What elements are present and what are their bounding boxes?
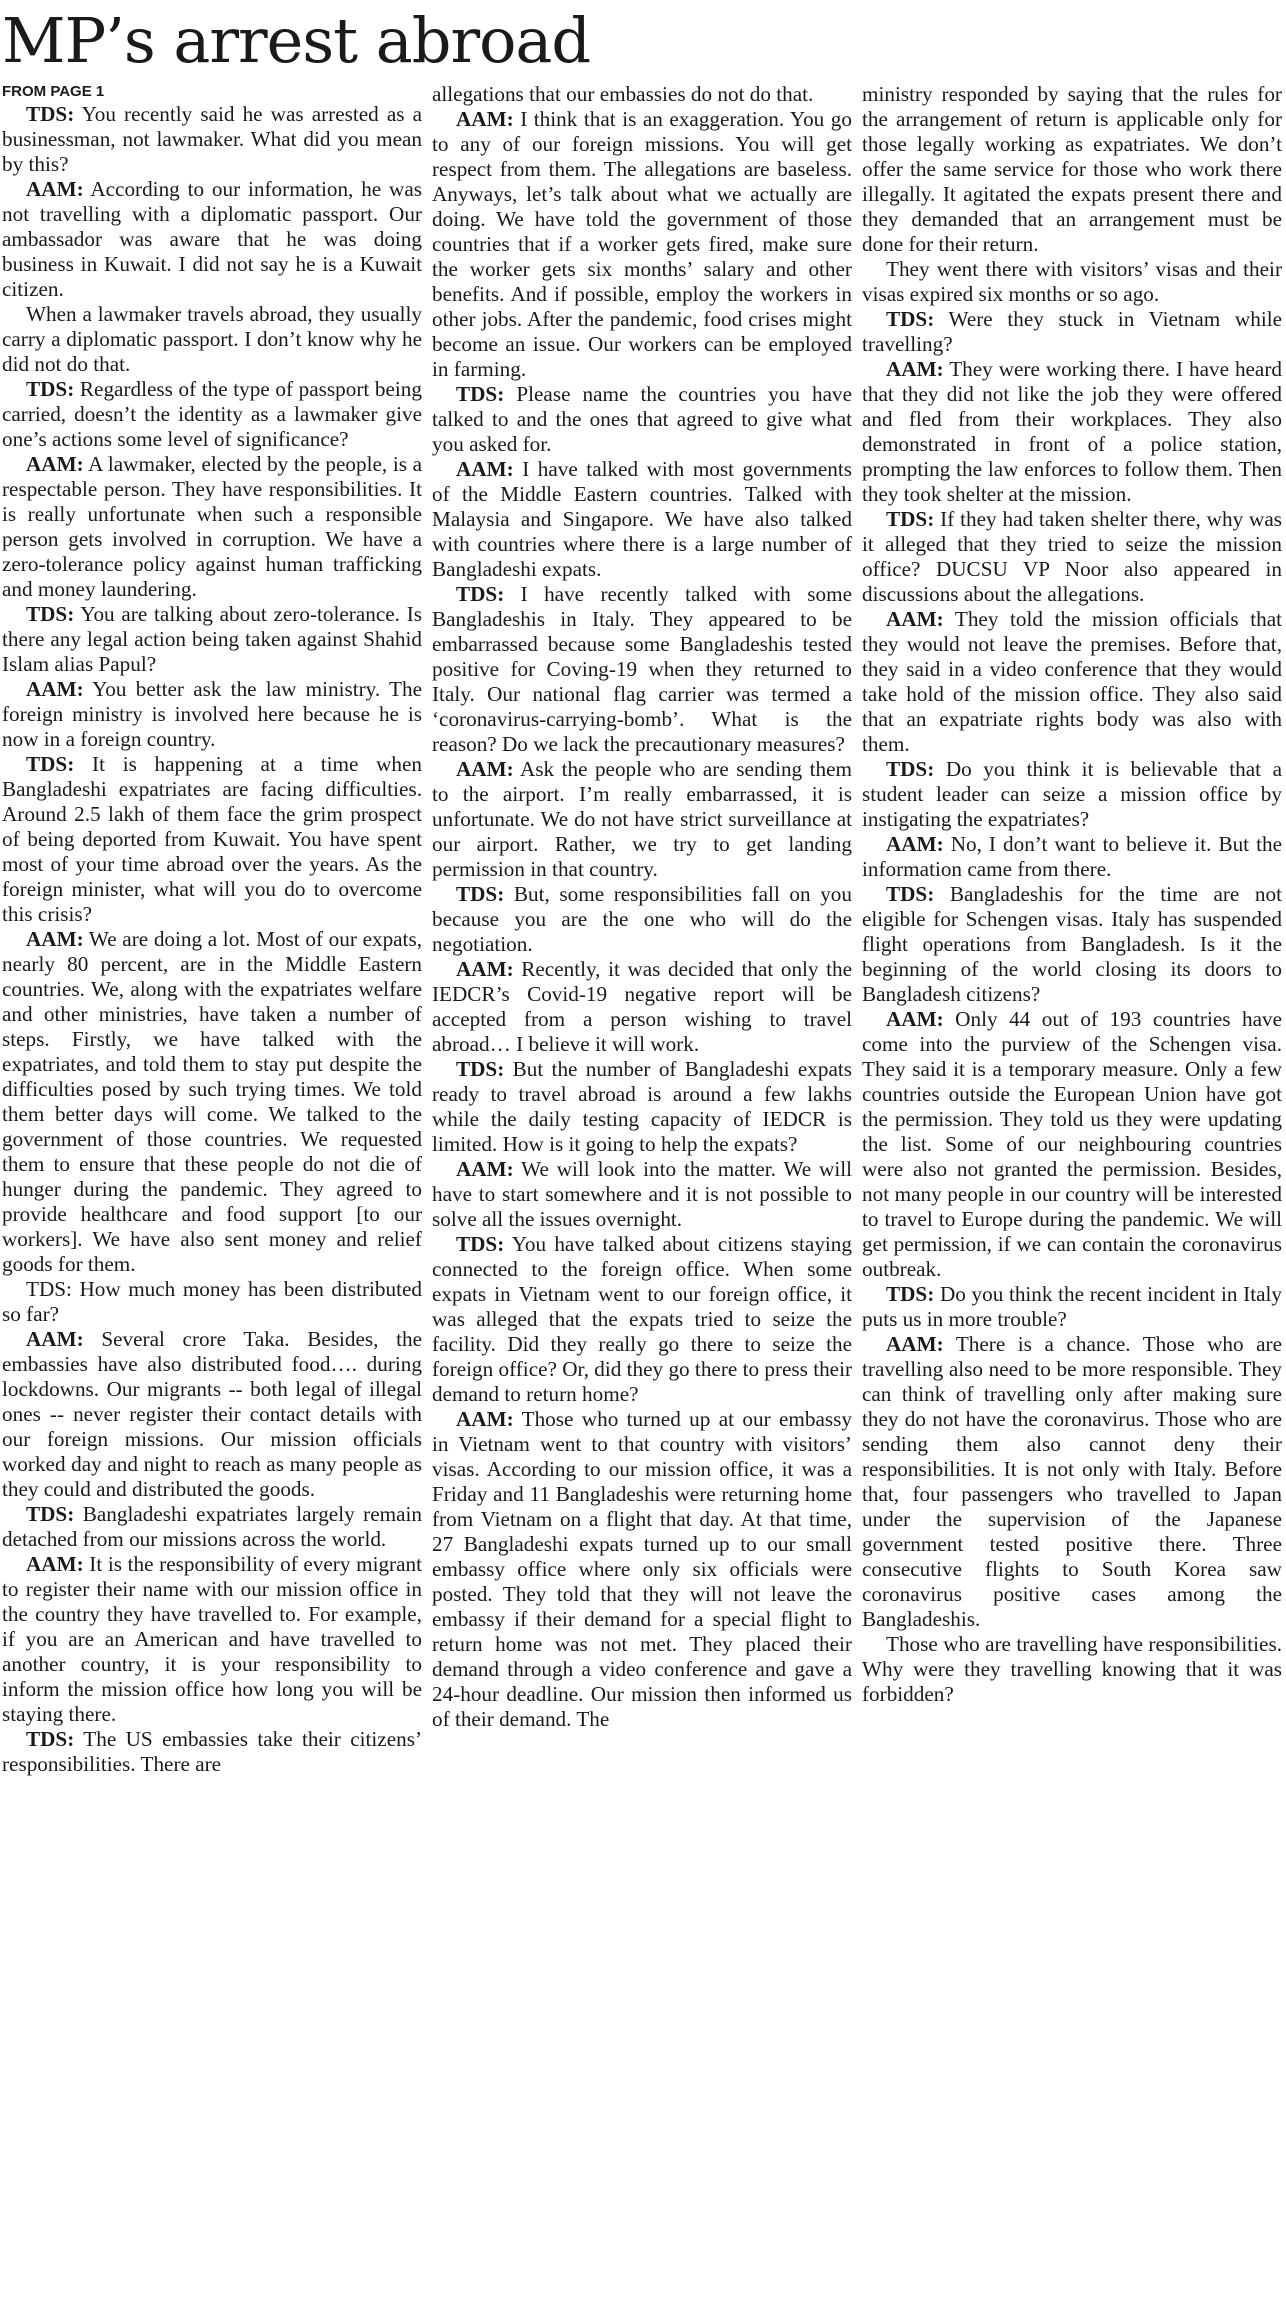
paragraph-text: You have talked about citizens staying connected to the foreign office. When some expats in Vietnam went to our foreign office, it was alleged that the expats tried to seize the facility. Did they really go there to seize the foreign office? Or, did they go there to press their demand to return home? — [432, 1232, 852, 1406]
paragraph — [862, 82, 1282, 257]
paragraph — [2, 1327, 422, 1502]
paragraph — [862, 307, 1282, 357]
paragraph-text: Those who are travelling have responsibilities. Why were they travelling knowing that it was forbidden? — [862, 1632, 1282, 1706]
paragraph-text: It is happening at a time when Bangladeshi expatriates are facing difficulties. Around 2.5 lakh of them face the grim prospect of being deported from Kuwait. You have spent most of your time abroad over the years. As the foreign minister, what will you do to overcome this crisis? — [2, 752, 422, 926]
paragraph — [432, 1057, 852, 1157]
paragraph — [862, 832, 1282, 882]
paragraph — [2, 752, 422, 927]
paragraph — [862, 257, 1282, 307]
speaker-label: TDS: — [26, 1727, 75, 1751]
speaker-label: AAM: — [456, 457, 514, 481]
speaker-label: AAM: — [26, 177, 84, 201]
paragraph-text: Bangladeshis for the time are not eligible for Schengen visas. Italy has suspended flight operations from Bangladesh. Is it the beginning of the world closing its doors to Bangladesh citizens? — [862, 882, 1282, 1006]
speaker-label: TDS: — [26, 1502, 75, 1526]
speaker-label: TDS: — [456, 882, 505, 906]
paragraph — [2, 1277, 422, 1327]
paragraph — [2, 302, 422, 377]
paragraph-text: Those who turned up at our embassy in Vietnam went to that country with visitors’ visas. According to our mission office, it was a Friday and 11 Bangladeshis were returning home from Vietnam on a flight that day. At that time, 27 Bangladeshi expats turned up to our small embassy office where only six officials were posted. They told that they will not leave the embassy if their demand for a special flight to return home was not met. They placed their demand through a video conference and gave a 24-hour deadline. Our mission then informed us of their demand. The — [432, 1407, 852, 1731]
paragraph — [432, 582, 852, 757]
speaker-label: TDS: — [886, 757, 935, 781]
paragraph — [432, 1407, 852, 1732]
headline: MP’s arrest abroad — [2, 4, 591, 77]
paragraph — [862, 1332, 1282, 1632]
paragraph-text: They were working there. I have heard that they did not like the job they were offered and fled from their workplaces. They also demonstrated in front of a police station, prompting the law enforces to follow them. Then they took shelter at the mission. — [862, 357, 1282, 506]
speaker-label: TDS: — [26, 602, 75, 626]
paragraph-text: Only 44 out of 193 countries have come into the purview of the Schengen visa. They said it is a temporary measure. Only a few countries outside the European Union have got the permission. They told us they were updating the list. Some of our neighbouring countries were also not granted the permission. Besides, not many people in our country will be interested to travel to Europe during the pandemic. We will get permission, if we can contain the coronavirus outbreak. — [862, 1007, 1282, 1281]
paragraph-text: Were they stuck in Vietnam while travelling? — [862, 307, 1282, 356]
paragraph — [432, 382, 852, 457]
speaker-label: AAM: — [26, 677, 84, 701]
paragraph — [432, 82, 852, 107]
paragraph-text: Regardless of the type of passport being carried, doesn’t the identity as a lawmaker give one’s actions some level of significance? — [2, 377, 422, 451]
speaker-label: AAM: — [26, 452, 84, 476]
paragraph — [862, 507, 1282, 607]
paragraph — [862, 1632, 1282, 1707]
speaker-label: TDS: — [26, 752, 75, 776]
paragraph — [2, 452, 422, 602]
paragraph-text: TDS: How much money has been distributed so far? — [2, 1277, 422, 1326]
paragraph — [862, 357, 1282, 507]
paragraph-text: Please name the countries you have talked to and the ones that agreed to give what you asked for. — [432, 382, 852, 456]
kicker: FROM PAGE 1 — [2, 83, 105, 100]
paragraph-text: The US embassies take their citizens’ responsibilities. There are — [2, 1727, 422, 1776]
speaker-label: TDS: — [886, 1282, 935, 1306]
paragraph — [432, 957, 852, 1057]
paragraph-text: allegations that our embassies do not do that. — [432, 82, 814, 106]
speaker-label: AAM: — [886, 832, 944, 856]
paragraph-text: According to our information, he was not travelling with a diplomatic passport. Our ambassador was aware that he was doing business in Kuwait. I did not say he is a Kuwait citizen. — [2, 177, 422, 301]
speaker-label: TDS: — [886, 882, 935, 906]
speaker-label: AAM: — [886, 607, 944, 631]
paragraph-text: You better ask the law ministry. The foreign ministry is involved here because he is now in a foreign country. — [2, 677, 422, 751]
paragraph — [862, 882, 1282, 1007]
paragraph-text: Recently, it was decided that only the IEDCR’s Covid-19 negative report will be accepted from a person wishing to travel abroad… I believe it will work. — [432, 957, 852, 1056]
paragraph — [2, 177, 422, 302]
column-1 — [2, 82, 422, 2312]
paragraph-text: Bangladeshi expatriates largely remain detached from our missions across the world. — [2, 1502, 422, 1551]
speaker-label: TDS: — [456, 382, 505, 406]
speaker-label: AAM: — [26, 927, 84, 951]
speaker-label: TDS: — [886, 307, 935, 331]
speaker-label: AAM: — [456, 1407, 514, 1431]
paragraph — [2, 602, 422, 677]
paragraph — [432, 457, 852, 582]
speaker-label: AAM: — [26, 1327, 84, 1351]
paragraph — [432, 757, 852, 882]
paragraph — [862, 1007, 1282, 1282]
article-columns — [2, 82, 1282, 2312]
paragraph — [2, 927, 422, 1277]
paragraph — [432, 107, 852, 382]
paragraph-text: They told the mission officials that they would not leave the premises. Before that, they said in a video conference that they would take hold of the mission office. They also said that an expatriate rights body was also with them. — [862, 607, 1282, 756]
speaker-label: TDS: — [26, 377, 75, 401]
paragraph-text: Ask the people who are sending them to the airport. I’m really embarrassed, it is unfortunate. We do not have strict surveillance at our airport. Rather, we try to get landing permission in that country. — [432, 757, 852, 881]
paragraph — [862, 1282, 1282, 1332]
paragraph-text: A lawmaker, elected by the people, is a respectable person. They have responsibilities. It is really unfortunate when such a responsible person gets involved in corruption. We have a zero-tolerance policy against human trafficking and money laundering. — [2, 452, 422, 601]
paragraph-text: If they had taken shelter there, why was it alleged that they tried to seize the mission office? DUCSU VP Noor also appeared in discussions about the allegations. — [862, 507, 1282, 606]
paragraph — [432, 1157, 852, 1232]
paragraph — [2, 102, 422, 177]
paragraph — [432, 882, 852, 957]
paragraph-text: You recently said he was arrested as a businessman, not lawmaker. What did you mean by this? — [2, 102, 422, 176]
paragraph-text: But, some responsibilities fall on you because you are the one who will do the negotiation. — [432, 882, 852, 956]
paragraph-text: Do you think the recent incident in Italy puts us in more trouble? — [862, 1282, 1282, 1331]
speaker-label: TDS: — [456, 582, 505, 606]
paragraph-text: Do you think it is believable that a student leader can seize a mission office by instigating the expatriates? — [862, 757, 1282, 831]
paragraph-text: We are doing a lot. Most of our expats, nearly 80 percent, are in the Middle Eastern countries. We, along with the expatriates welfare and other ministries, have taken a number of steps. Firstly, we have talked with the expatriates, and told them to stay put despite the difficulties posed by such trying times. We told them better days will come. We talked to the government of those countries. We requested them to ensure that these people do not die of hunger during the pandemic. They agreed to provide healthcare and food support [to our workers]. We have also sent money and relief goods for them. — [2, 927, 422, 1276]
paragraph-text: You are talking about zero-tolerance. Is there any legal action being taken against Shahid Islam alias Papul? — [2, 602, 422, 676]
paragraph — [862, 757, 1282, 832]
speaker-label: TDS: — [456, 1232, 505, 1256]
paragraph-text: ministry responded by saying that the rules for the arrangement of return is applicable only for those legally working as expatriates. We don’t offer the same service for those who work there illegally. It agitated the expats present there and they demanded that an arrangement must be done for their return. — [862, 82, 1282, 256]
paragraph-text: When a lawmaker travels abroad, they usually carry a diplomatic passport. I don’t know why he did not do that. — [2, 302, 422, 376]
paragraph — [2, 1727, 422, 1777]
paragraph-text: Several crore Taka. Besides, the embassies have also distributed food…. during lockdowns. Our migrants -- both legal of illegal ones -- never register their contact details with our foreign missions. Our mission officials worked day and night to reach as many people as they could and distributed the goods. — [2, 1327, 422, 1501]
paragraph — [2, 377, 422, 452]
speaker-label: AAM: — [26, 1552, 84, 1576]
paragraph-text: We will look into the matter. We will have to start somewhere and it is not possible to solve all the issues overnight. — [432, 1157, 852, 1231]
paragraph-text: I think that is an exaggeration. You go to any of our foreign missions. You will get respect from them. The allegations are baseless. Anyways, let’s talk about what we actually are doing. We have told the government of those countries that if a worker gets fired, make sure the worker gets six months’ salary and other benefits. And if possible, employ the workers in other jobs. After the pandemic, food crises might become an issue. Our workers can be employed in farming. — [432, 107, 852, 381]
paragraph-text: I have talked with most governments of the Middle Eastern countries. Talked with Malaysia and Singapore. We have also talked with countries where there is a large number of Bangladeshi expats. — [432, 457, 852, 581]
speaker-label: AAM: — [886, 357, 944, 381]
paragraph-text: It is the responsibility of every migrant to register their name with our mission office in the country they have travelled to. For example, if you are an American and have travelled to another country, it is your responsibility to inform the mission office how long you will be staying there. — [2, 1552, 422, 1726]
paragraph — [2, 1502, 422, 1552]
paragraph — [2, 1552, 422, 1727]
speaker-label: AAM: — [886, 1332, 944, 1356]
paragraph — [2, 677, 422, 752]
paragraph-text: But the number of Bangladeshi expats ready to travel abroad is around a few lakhs while the daily testing capacity of IEDCR is limited. How is it going to help the expats? — [432, 1057, 852, 1156]
paragraph — [862, 607, 1282, 757]
speaker-label: AAM: — [456, 1157, 514, 1181]
column-2 — [432, 82, 852, 2312]
paragraph-text: No, I don’t want to believe it. But the information came from there. — [862, 832, 1282, 881]
paragraph-text: They went there with visitors’ visas and their visas expired six months or so ago. — [862, 257, 1282, 306]
paragraph-text: I have recently talked with some Bangladeshis in Italy. They appeared to be embarrassed because some Bangladeshis tested positive for Coving-19 when they returned to Italy. Our national flag carrier was termed a ‘coronavirus-carrying-bomb’. What is the reason? Do we lack the precautionary measures? — [432, 582, 852, 756]
column-3 — [862, 82, 1282, 2312]
speaker-label: AAM: — [886, 1007, 944, 1031]
speaker-label: TDS: — [886, 507, 935, 531]
speaker-label: AAM: — [456, 107, 514, 131]
paragraph — [432, 1232, 852, 1407]
paragraph-text: There is a chance. Those who are travelling also need to be more responsible. They can think of travelling only after making sure they do not have the coronavirus. Those who are sending them also cannot deny their responsibilities. It is not only with Italy. Before that, four passengers who travelled to Japan under the supervision of the Japanese government tested positive there. Three consecutive flights to South Korea saw coronavirus positive cases among the Bangladeshis. — [862, 1332, 1282, 1631]
speaker-label: AAM: — [456, 957, 514, 981]
speaker-label: TDS: — [26, 102, 75, 126]
speaker-label: AAM: — [456, 757, 514, 781]
speaker-label: TDS: — [456, 1057, 505, 1081]
